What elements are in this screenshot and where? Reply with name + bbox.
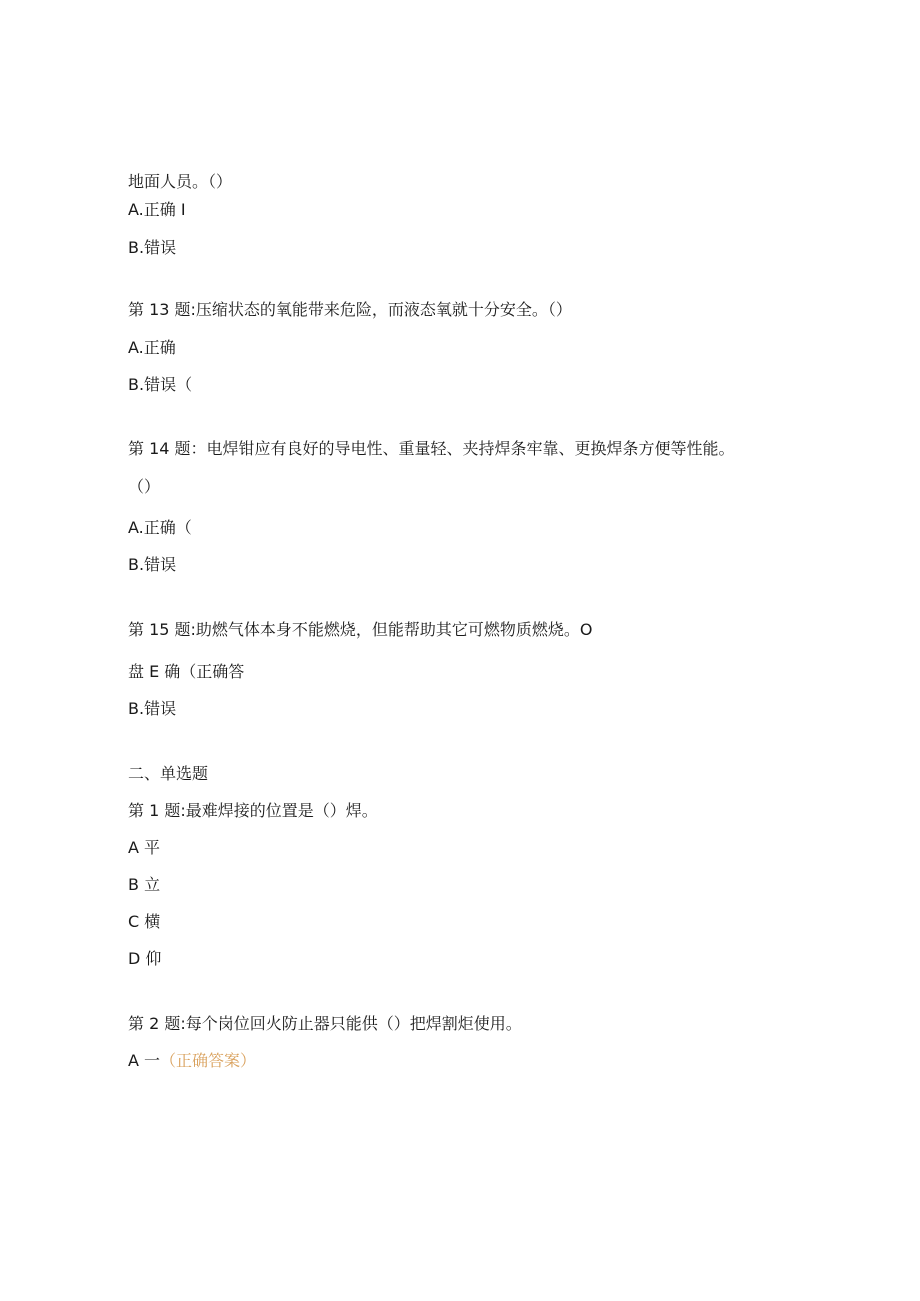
single-question-2: 第 2 题:每个岗位回火防止器只能供（）把焊割炬使用。 bbox=[128, 1014, 522, 1033]
q13-option-b: B.错误（ bbox=[128, 375, 193, 394]
q12-option-a: A.正确 I bbox=[128, 200, 186, 219]
question-13: 第 13 题:压缩状态的氧能带来危险，而液态氧就十分安全。（） bbox=[128, 300, 572, 319]
single-question-1: 第 1 题:最难焊接的位置是（）焊。 bbox=[128, 801, 378, 820]
sq1-option-d: D 仰 bbox=[128, 949, 162, 968]
q13-option-a: A.正确 bbox=[128, 338, 176, 357]
question-15: 第 15 题:助燃气体本身不能燃烧，但能帮助其它可燃物质燃烧。O bbox=[128, 620, 593, 639]
q15-option-b: B.错误 bbox=[128, 699, 177, 718]
q14-option-b: B.错误 bbox=[128, 555, 177, 574]
q14-option-a: A.正确（ bbox=[128, 518, 192, 537]
question-12-continuation: 地面人员。（） bbox=[128, 172, 233, 191]
question-14: 第 14 题：电焊钳应有良好的导电性、重量轻、夹持焊条牢靠、更换焊条方便等性能。 bbox=[128, 439, 735, 458]
sq1-option-b: B 立 bbox=[128, 875, 161, 894]
sq1-option-a: A 平 bbox=[128, 838, 161, 857]
correct-answer-tag: （正确答案） bbox=[160, 1051, 257, 1070]
q12-option-b: B.错误 bbox=[128, 238, 177, 257]
question-14-brackets: （） bbox=[128, 477, 161, 496]
sq2-option-a-text: A 一 bbox=[128, 1051, 161, 1070]
sq1-option-c: C 横 bbox=[128, 912, 161, 931]
section-heading-single-choice: 二、单选题 bbox=[128, 764, 209, 783]
q15-option-a: 盘 E 确（正确答 bbox=[128, 662, 245, 681]
sq2-option-a bbox=[128, 1051, 256, 1071]
